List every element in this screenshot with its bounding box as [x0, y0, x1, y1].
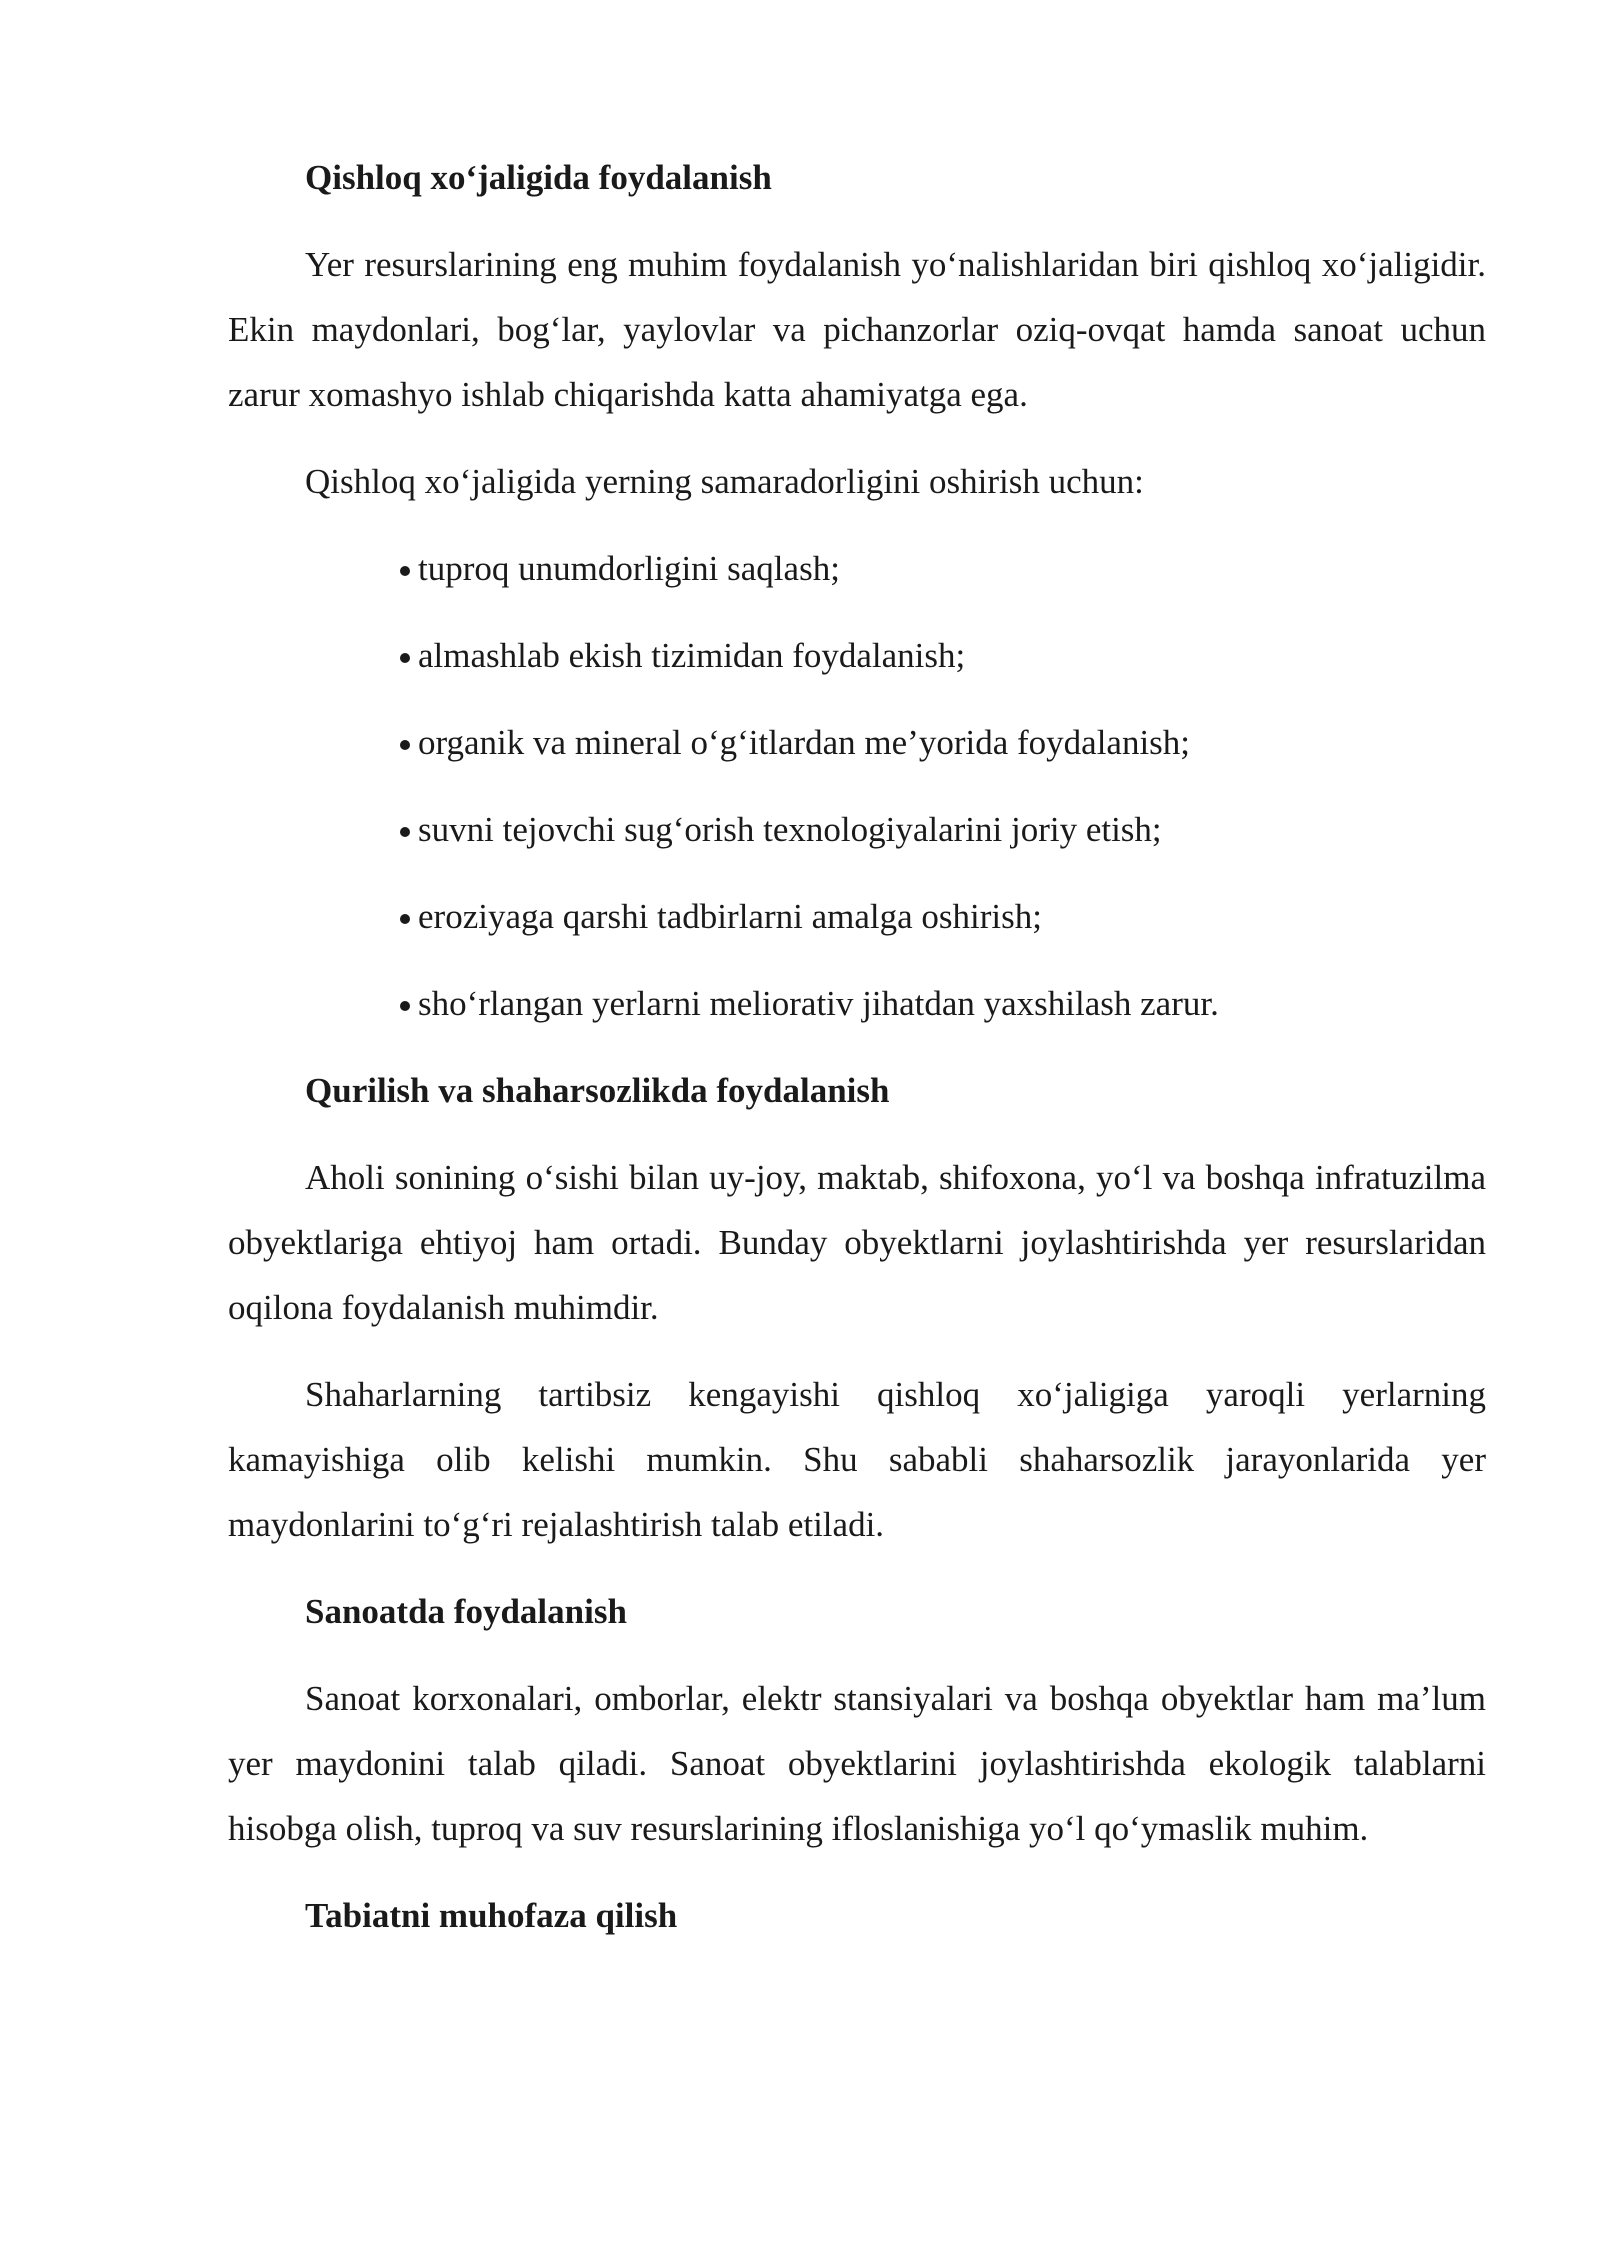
- section-heading-agriculture: Qishloq xo‘jaligida foydalanish: [305, 158, 772, 197]
- list-item: [228, 884, 1486, 949]
- list-item-text: organik va mineral o‘g‘itlardan me’yorida foydalanish;: [418, 723, 1191, 762]
- section-heading-industry: Sanoatda foydalanish: [305, 1592, 627, 1631]
- bullet-list-agriculture: [228, 536, 1486, 1036]
- list-item: [228, 623, 1486, 688]
- paragraph-industry: Sanoat korxonalari, omborlar, elektr stansiyalari va boshqa obyektlar ham ma’lum yer maydonini talab qiladi. Sanoat obyektlarini joylashtirishda ekologik talablarni hisobga olish, tuproq va suv resurslarining ifloslanishiga yo‘l qo‘ymaslik muhim.: [228, 1679, 1486, 1848]
- paragraph-agriculture-intro: Yer resurslarining eng muhim foydalanish yo‘nalishlaridan biri qishloq xo‘jaligidir. Ekin maydonlari, bog‘lar, yaylovlar va pichanzorlar oziq-ovqat hamda sanoat uchun zarur xomashyo ishlab chiqarishda katta ahamiyatga ega.: [228, 245, 1486, 414]
- bullet-icon: [400, 653, 410, 663]
- list-item-text: almashlab ekish tizimidan foydalanish;: [418, 636, 966, 675]
- list-item: [228, 536, 1486, 601]
- bullet-icon: [400, 740, 410, 750]
- section-heading-nature-protection: Tabiatni muhofaza qilish: [305, 1896, 678, 1935]
- document-page: [228, 145, 1486, 1970]
- list-item: [228, 971, 1486, 1036]
- bullet-icon: [400, 914, 410, 924]
- list-item: [228, 710, 1486, 775]
- list-item-text: sho‘rlangan yerlarni meliorativ jihatdan yaxshilash zarur.: [418, 984, 1219, 1023]
- list-item-text: suvni tejovchi sug‘orish texnologiyalarini joriy etish;: [418, 810, 1162, 849]
- list-item: [228, 797, 1486, 862]
- bullet-icon: [400, 827, 410, 837]
- bullet-icon: [400, 1001, 410, 1011]
- paragraph-construction-2: Shaharlarning tartibsiz kengayishi qishloq xo‘jaligiga yaroqli yerlarning kamayishiga olib kelishi mumkin. Shu sababli shaharsozlik jarayonlarida yer maydonlarini to‘g‘ri rejalashtirish talab etiladi.: [228, 1375, 1486, 1544]
- section-heading-construction: Qurilish va shaharsozlikda foydalanish: [305, 1071, 890, 1110]
- list-item-text: tuproq unumdorligini saqlash;: [418, 549, 840, 588]
- list-item-text: eroziyaga qarshi tadbirlarni amalga oshirish;: [418, 897, 1042, 936]
- paragraph-construction-1: Aholi sonining o‘sishi bilan uy-joy, maktab, shifoxona, yo‘l va boshqa infratuzilma obyektlariga ehtiyoj ham ortadi. Bunday obyektlarni joylashtirishda yer resurslaridan oqilona foydalanish muhimdir.: [228, 1158, 1486, 1327]
- paragraph-agriculture-list-lead: Qishloq xo‘jaligida yerning samaradorligini oshirish uchun:: [305, 462, 1144, 501]
- bullet-icon: [400, 566, 410, 576]
